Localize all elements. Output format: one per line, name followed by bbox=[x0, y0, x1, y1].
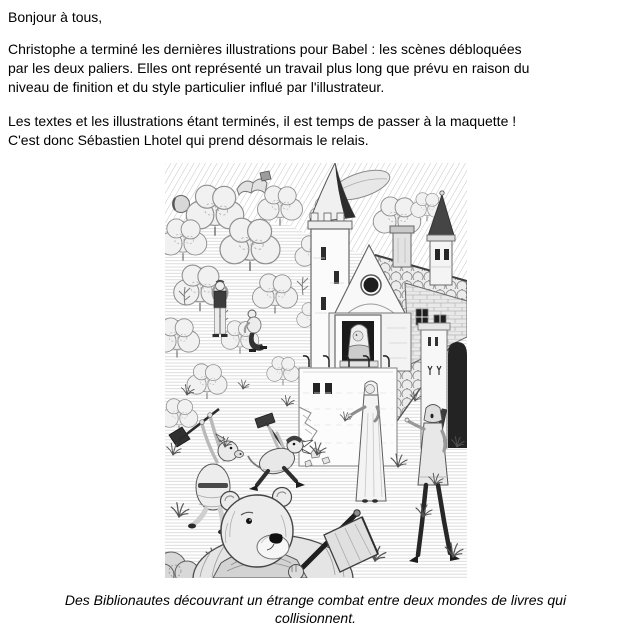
illustration-caption bbox=[8, 591, 623, 627]
illustration-figure bbox=[165, 163, 467, 578]
caption-line: collisionnent. bbox=[275, 610, 356, 626]
intro-paragraph bbox=[8, 40, 623, 97]
gate-archway bbox=[448, 342, 467, 448]
flying-book-fragment bbox=[260, 171, 271, 181]
text-line: Les textes et les illustrations étant terminés, il est temps de passer à la maquette ! bbox=[8, 113, 517, 129]
caption-line: Des Biblionautes découvrant un étrange combat entre deux mondes de livres qui bbox=[64, 592, 567, 608]
handoff-paragraph bbox=[8, 112, 623, 150]
text-line: C'est donc Sébastien Lhotel qui prend désormais le relais. bbox=[8, 132, 369, 148]
woman-in-window bbox=[335, 315, 381, 369]
text-line: par les deux paliers. Elles ont représenté un travail plus long que prévu en raison du bbox=[8, 60, 530, 76]
medieval-engraving-illustration bbox=[165, 163, 467, 578]
chimney bbox=[390, 226, 414, 267]
text-line: niveau de finition et du style particulier influé par l'illustrateur. bbox=[8, 79, 385, 95]
text-line: Christophe a terminé les dernières illustrations pour Babel : les scènes débloquées bbox=[8, 41, 522, 57]
greeting: Bonjour à tous, bbox=[8, 9, 103, 25]
